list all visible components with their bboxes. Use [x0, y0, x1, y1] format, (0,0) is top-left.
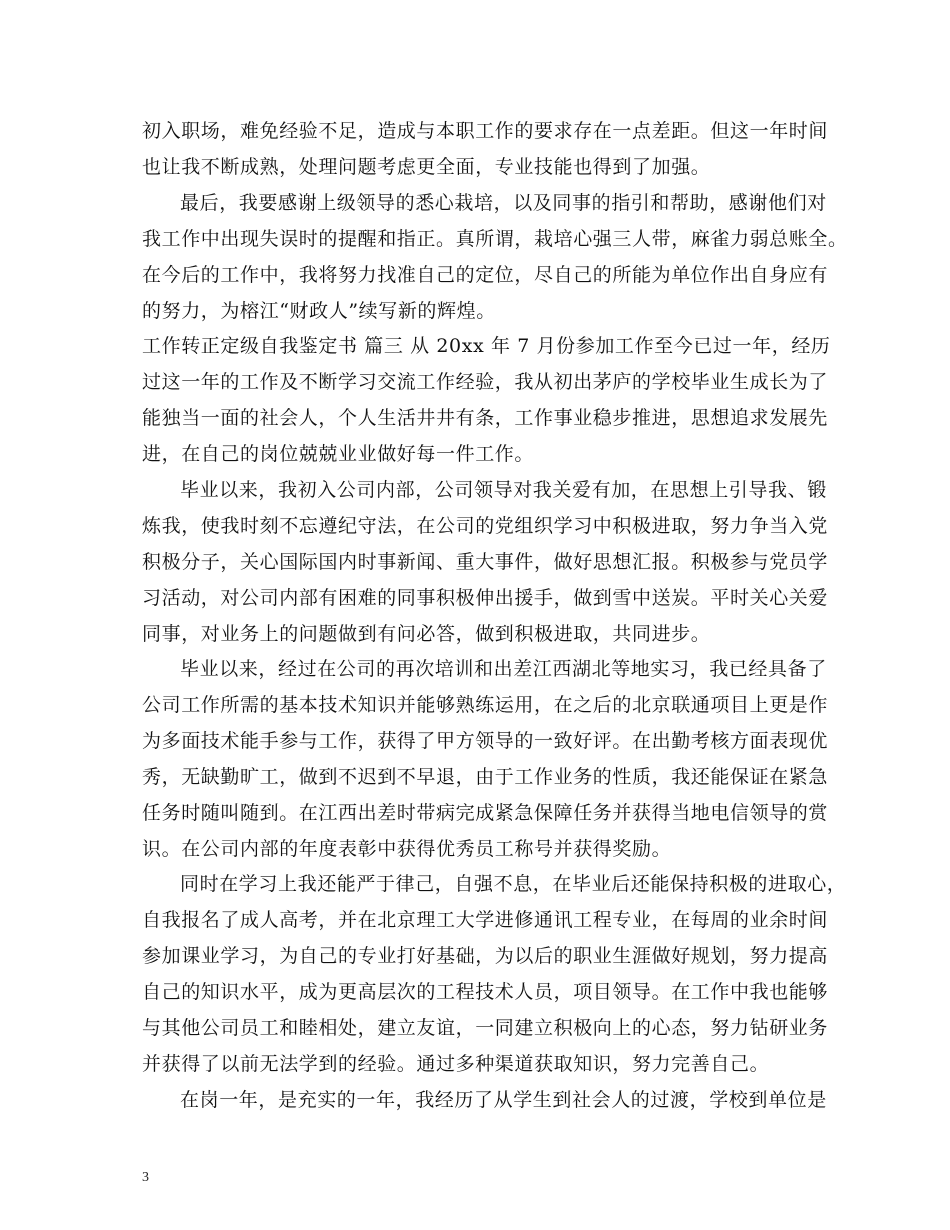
text-line: 参加课业学习，为自己的专业打好基础，为以后的职业生涯做好规划，努力提高: [142, 945, 829, 967]
text-line: 进，在自己的岗位兢兢业业做好每一件工作。: [142, 443, 535, 465]
text-line: 过这一年的工作及不断学习交流工作经验，我从初出茅庐的学校毕业生成长为了: [142, 371, 829, 393]
text-line: 能独当一面的社会人，个人生活井井有条，工作事业稳步推进，思想追求发展先: [142, 407, 829, 429]
text-line: 我工作中出现失误时的提醒和指正。真所谓，栽培心强三人带，麻雀力弱总账全。: [142, 228, 848, 250]
text-line: 自己的知识水平，成为更高层次的工程技术人员，项目领导。在工作中我也能够: [142, 981, 829, 1003]
text-line: 初入职场，难免经验不足，造成与本职工作的要求存在一点差距。但这一年时间: [142, 120, 829, 142]
text-line: 的努力，为榕江“财政人”续写新的辉煌。: [142, 300, 496, 322]
paragraph-first-line: 在岗一年，是充实的一年，我经历了从学生到社会人的过渡，学校到单位是: [180, 1089, 827, 1111]
text-line: 为多面技术能手参与工作，获得了甲方领导的一致好评。在出勤考核方面表现优: [142, 730, 829, 752]
paragraph-first-line: 毕业以来，我初入公司内部，公司领导对我关爱有加，在思想上引导我、锻: [180, 479, 827, 501]
text-line: 识。在公司内部的年度表彰中获得优秀员工称号并获得奖励。: [142, 838, 672, 860]
paragraph-first-line: 最后，我要感谢上级领导的悉心栽培，以及同事的指引和帮助，感谢他们对: [180, 192, 827, 214]
text-line: 自我报名了成人高考，并在北京理工大学进修通讯工程专业，在每周的业余时间: [142, 909, 829, 931]
page-number: 3: [142, 1170, 149, 1185]
text-line: 在今后的工作中，我将努力找准自己的定位，尽自己的所能为单位作出自身应有: [142, 264, 829, 286]
text-line: 习活动，对公司内部有困难的同事积极伸出援手，做到雪中送炭。平时关心关爱: [142, 587, 829, 609]
text-line: 积极分子，关心国际国内时事新闻、重大事件，做好思想汇报。积极参与党员学: [142, 551, 829, 573]
text-line: 并获得了以前无法学到的经验。通过多种渠道获取知识，努力完善自己。: [142, 1053, 770, 1075]
text-line: 与其他公司员工和睦相处，建立友谊，一同建立积极向上的心态，努力钻研业务: [142, 1017, 829, 1039]
text-line: 公司工作所需的基本技术知识并能够熟练运用，在之后的北京联通项目上更是作: [142, 694, 829, 716]
text-line: 也让我不断成熟，处理问题考虑更全面，专业技能也得到了加强。: [142, 156, 711, 178]
text-line: 炼我，使我时刻不忘遵纪守法，在公司的党组织学习中积极进取，努力争当入党: [142, 515, 829, 537]
text-line: 秀，无缺勤旷工，做到不迟到不早退，由于工作业务的性质，我还能保证在紧急: [142, 766, 829, 788]
text-line: 同事，对业务上的问题做到有问必答，做到积极进取，共同进步。: [142, 623, 711, 645]
section-heading-line: 工作转正定级自我鉴定书 篇三 从 20xx 年 7 月份参加工作至今已过一年，经历: [142, 335, 831, 357]
paragraph-first-line: 同时在学习上我还能严于律己，自强不息，在毕业后还能保持积极的进取心，: [180, 873, 847, 895]
paragraph-first-line: 毕业以来，经过在公司的再次培训和出差江西湖北等地实习，我已经具备了: [180, 658, 827, 680]
text-line: 任务时随叫随到。在江西出差时带病完成紧急保障任务并获得当地电信领导的赏: [142, 802, 829, 824]
